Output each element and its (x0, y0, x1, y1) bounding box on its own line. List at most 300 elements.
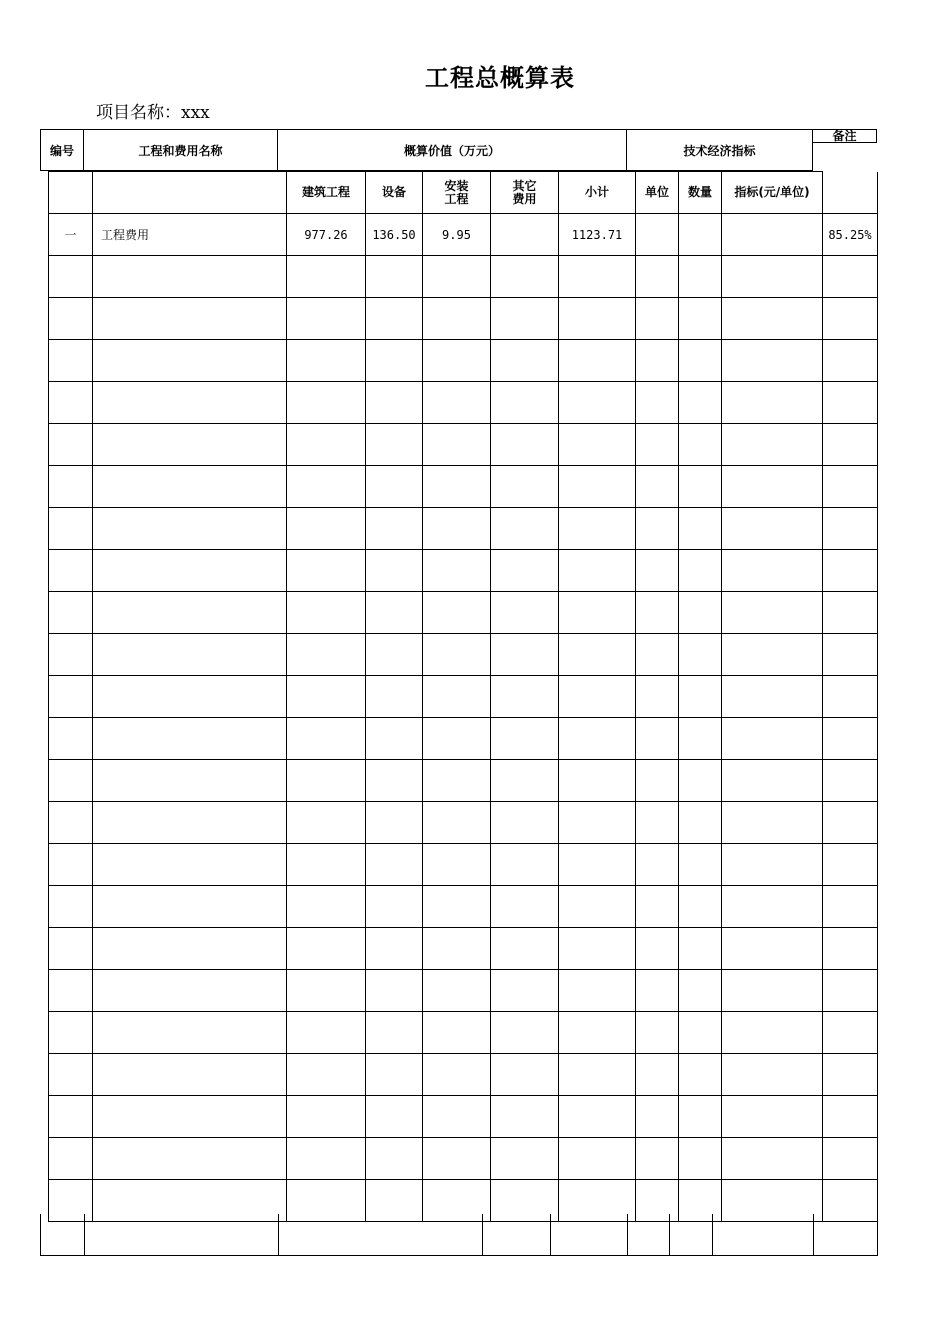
sub-header-blank (93, 172, 287, 214)
empty-cell (491, 340, 559, 382)
empty-cell (722, 424, 823, 466)
empty-cell (93, 382, 287, 424)
empty-cell (722, 1096, 823, 1138)
empty-cell (93, 256, 287, 298)
empty-cell (636, 424, 679, 466)
table-row-empty (49, 928, 878, 970)
empty-cell (49, 1012, 93, 1054)
table-row (49, 214, 878, 256)
header-quantity: 数量 (679, 172, 722, 214)
empty-cell (559, 1054, 636, 1096)
empty-cell (366, 1012, 423, 1054)
empty-cell (491, 886, 559, 928)
empty-cell (679, 1012, 722, 1054)
empty-cell (93, 760, 287, 802)
empty-cell (423, 340, 491, 382)
empty-cell (49, 970, 93, 1012)
empty-cell (679, 508, 722, 550)
empty-cell (636, 340, 679, 382)
empty-cell (93, 886, 287, 928)
table-row-empty (49, 382, 878, 424)
empty-cell (679, 718, 722, 760)
empty-cell (366, 928, 423, 970)
empty-cell (287, 1096, 366, 1138)
empty-cell (491, 1012, 559, 1054)
empty-cell (366, 970, 423, 1012)
empty-cell (823, 844, 878, 886)
table-row-empty (49, 886, 878, 928)
empty-cell (722, 634, 823, 676)
empty-cell (423, 1138, 491, 1180)
empty-cell (722, 382, 823, 424)
empty-cell (287, 1054, 366, 1096)
row-unit (636, 214, 679, 256)
empty-cell (93, 1138, 287, 1180)
header-no: 编号 (40, 129, 84, 171)
empty-cell (559, 1012, 636, 1054)
empty-cell (49, 886, 93, 928)
empty-cell (823, 382, 878, 424)
empty-cell (287, 340, 366, 382)
empty-cell (722, 844, 823, 886)
empty-cell (423, 634, 491, 676)
empty-cell (722, 802, 823, 844)
sub-header-blank (49, 172, 93, 214)
empty-cell (491, 1138, 559, 1180)
empty-cell (823, 508, 878, 550)
empty-cell (49, 508, 93, 550)
empty-cell (559, 844, 636, 886)
empty-cell (423, 802, 491, 844)
empty-cell (722, 550, 823, 592)
empty-cell (823, 886, 878, 928)
row-name: 工程费用 (93, 214, 287, 256)
empty-cell (636, 634, 679, 676)
empty-cell (679, 424, 722, 466)
empty-cell (559, 1138, 636, 1180)
empty-cell (491, 592, 559, 634)
empty-cell (49, 844, 93, 886)
empty-cell (636, 298, 679, 340)
empty-cell (679, 886, 722, 928)
footer-cell (814, 1214, 878, 1256)
empty-cell (823, 1138, 878, 1180)
header-remark: 备注 (812, 129, 877, 143)
header-install (423, 172, 491, 214)
footer-cell (41, 1214, 85, 1256)
empty-cell (287, 718, 366, 760)
empty-cell (559, 382, 636, 424)
empty-cell (366, 1096, 423, 1138)
empty-cell (423, 1012, 491, 1054)
remark-column-top (823, 172, 878, 214)
empty-cell (287, 844, 366, 886)
empty-cell (636, 466, 679, 508)
empty-cell (366, 634, 423, 676)
empty-cell (823, 1054, 878, 1096)
empty-cell (366, 256, 423, 298)
empty-cell (287, 760, 366, 802)
empty-cell (423, 382, 491, 424)
empty-cell (559, 676, 636, 718)
empty-cell (287, 508, 366, 550)
table-row-empty (49, 424, 878, 466)
empty-cell (823, 760, 878, 802)
empty-cell (287, 550, 366, 592)
empty-cell (49, 382, 93, 424)
empty-cell (287, 970, 366, 1012)
empty-cell (366, 1138, 423, 1180)
row-quantity (679, 214, 722, 256)
empty-cell (423, 256, 491, 298)
empty-cell (636, 508, 679, 550)
empty-cell (559, 1096, 636, 1138)
table-row-empty (49, 1138, 878, 1180)
empty-cell (823, 676, 878, 718)
row-no: 一 (49, 214, 93, 256)
empty-cell (93, 1096, 287, 1138)
table-row-empty (49, 466, 878, 508)
empty-cell (366, 298, 423, 340)
empty-cell (366, 802, 423, 844)
footer-cell (85, 1214, 279, 1256)
empty-cell (636, 970, 679, 1012)
table-row-empty (49, 1096, 878, 1138)
empty-cell (559, 424, 636, 466)
row-equipment: 136.50 (366, 214, 423, 256)
empty-cell (636, 844, 679, 886)
empty-cell (491, 298, 559, 340)
empty-cell (679, 928, 722, 970)
empty-cell (679, 340, 722, 382)
empty-cell (49, 298, 93, 340)
empty-cell (491, 718, 559, 760)
row-construction: 977.26 (287, 214, 366, 256)
empty-cell (366, 424, 423, 466)
empty-cell (423, 1054, 491, 1096)
empty-cell (423, 466, 491, 508)
empty-cell (366, 886, 423, 928)
table-row-empty (49, 676, 878, 718)
empty-cell (559, 970, 636, 1012)
empty-cell (722, 760, 823, 802)
empty-cell (559, 256, 636, 298)
header-unit: 单位 (636, 172, 679, 214)
table-row-empty (49, 592, 878, 634)
empty-cell (636, 928, 679, 970)
empty-cell (559, 886, 636, 928)
row-other (491, 214, 559, 256)
empty-cell (722, 592, 823, 634)
empty-cell (636, 550, 679, 592)
empty-cell (823, 718, 878, 760)
empty-cell (559, 802, 636, 844)
empty-cell (49, 466, 93, 508)
empty-cell (636, 886, 679, 928)
row-remark: 85.25% (823, 214, 878, 256)
row-index (722, 214, 823, 256)
empty-cell (49, 256, 93, 298)
empty-cell (722, 1054, 823, 1096)
empty-cell (636, 718, 679, 760)
footer-cell (713, 1214, 814, 1256)
empty-cell (823, 550, 878, 592)
empty-cell (93, 928, 287, 970)
header-equipment: 设备 (366, 172, 423, 214)
empty-cell (823, 1096, 878, 1138)
empty-cell (491, 760, 559, 802)
empty-cell (491, 424, 559, 466)
empty-cell (722, 1012, 823, 1054)
empty-cell (423, 760, 491, 802)
empty-cell (423, 424, 491, 466)
empty-cell (366, 676, 423, 718)
header-construction: 建筑工程 (287, 172, 366, 214)
footer-row (41, 1214, 878, 1256)
empty-cell (679, 1054, 722, 1096)
empty-cell (49, 592, 93, 634)
empty-cell (287, 256, 366, 298)
empty-cell (636, 256, 679, 298)
footer-cell (628, 1214, 670, 1256)
empty-cell (287, 424, 366, 466)
empty-cell (287, 298, 366, 340)
empty-cell (287, 886, 366, 928)
empty-cell (366, 592, 423, 634)
empty-cell (423, 592, 491, 634)
empty-cell (559, 718, 636, 760)
empty-cell (722, 718, 823, 760)
footer-cell (483, 1214, 551, 1256)
table-row-empty (49, 802, 878, 844)
empty-cell (823, 592, 878, 634)
empty-cell (423, 298, 491, 340)
empty-cell (287, 466, 366, 508)
empty-cell (559, 508, 636, 550)
empty-cell (491, 256, 559, 298)
empty-cell (491, 970, 559, 1012)
empty-cell (49, 802, 93, 844)
empty-cell (823, 340, 878, 382)
empty-cell (823, 1012, 878, 1054)
empty-cell (679, 466, 722, 508)
empty-cell (49, 718, 93, 760)
table-row-empty (49, 634, 878, 676)
empty-cell (679, 634, 722, 676)
empty-cell (823, 298, 878, 340)
empty-cell (679, 256, 722, 298)
empty-cell (49, 760, 93, 802)
empty-cell (636, 382, 679, 424)
empty-cell (636, 802, 679, 844)
empty-cell (93, 466, 287, 508)
empty-cell (559, 466, 636, 508)
table-row-empty (49, 970, 878, 1012)
empty-cell (93, 424, 287, 466)
header-index: 指标(元/单位) (722, 172, 823, 214)
empty-cell (491, 508, 559, 550)
header-other (491, 172, 559, 214)
empty-cell (366, 718, 423, 760)
empty-cell (366, 508, 423, 550)
empty-cell (366, 340, 423, 382)
empty-cell (366, 844, 423, 886)
empty-cell (287, 802, 366, 844)
empty-cell (722, 508, 823, 550)
footer-row-table (40, 1214, 878, 1256)
table-row-empty (49, 844, 878, 886)
empty-cell (366, 466, 423, 508)
project-name (96, 98, 210, 123)
empty-cell (49, 550, 93, 592)
empty-cell (559, 550, 636, 592)
empty-cell (636, 760, 679, 802)
header-tech-index: 技术经济指标 (626, 129, 813, 171)
empty-cell (636, 1054, 679, 1096)
empty-cell (491, 844, 559, 886)
empty-cell (559, 760, 636, 802)
header-install-line2: 工程 (444, 191, 469, 206)
table-row-empty (49, 1012, 878, 1054)
empty-cell (823, 970, 878, 1012)
empty-cell (679, 1138, 722, 1180)
empty-cell (287, 634, 366, 676)
empty-cell (93, 1012, 287, 1054)
empty-cell (722, 1138, 823, 1180)
empty-cell (49, 424, 93, 466)
header-estimate-value: 概算价值（万元） (277, 129, 627, 171)
project-name-value: xxx (181, 103, 210, 123)
empty-cell (722, 928, 823, 970)
empty-cell (679, 970, 722, 1012)
empty-cell (722, 970, 823, 1012)
empty-cell (93, 970, 287, 1012)
empty-cell (49, 340, 93, 382)
empty-cell (559, 928, 636, 970)
table-row-empty (49, 508, 878, 550)
empty-cell (287, 676, 366, 718)
empty-cell (49, 634, 93, 676)
empty-cell (679, 1096, 722, 1138)
empty-cell (679, 550, 722, 592)
empty-cell (722, 466, 823, 508)
empty-cell (636, 1012, 679, 1054)
empty-cell (93, 676, 287, 718)
empty-cell (423, 718, 491, 760)
empty-cell (559, 592, 636, 634)
empty-cell (49, 928, 93, 970)
empty-cell (636, 676, 679, 718)
empty-cell (491, 550, 559, 592)
table-row-empty (49, 298, 878, 340)
empty-cell (93, 508, 287, 550)
table-row-empty (49, 1054, 878, 1096)
empty-cell (49, 1096, 93, 1138)
empty-cell (636, 592, 679, 634)
empty-cell (93, 298, 287, 340)
empty-cell (823, 802, 878, 844)
empty-cell (423, 970, 491, 1012)
table-row-empty (49, 256, 878, 298)
empty-cell (93, 592, 287, 634)
empty-cell (366, 382, 423, 424)
empty-cell (93, 844, 287, 886)
empty-cell (423, 508, 491, 550)
empty-cell (559, 340, 636, 382)
empty-cell (491, 676, 559, 718)
empty-cell (93, 802, 287, 844)
footer-cell (670, 1214, 713, 1256)
empty-cell (423, 550, 491, 592)
empty-cell (722, 676, 823, 718)
empty-cell (823, 256, 878, 298)
empty-cell (823, 634, 878, 676)
footer-cell (551, 1214, 628, 1256)
empty-cell (823, 466, 878, 508)
empty-cell (491, 1054, 559, 1096)
empty-cell (722, 256, 823, 298)
empty-cell (722, 886, 823, 928)
table-row-empty (49, 340, 878, 382)
empty-cell (636, 1138, 679, 1180)
empty-cell (423, 886, 491, 928)
empty-cell (491, 382, 559, 424)
empty-cell (722, 298, 823, 340)
row-subtotal: 1123.71 (559, 214, 636, 256)
empty-cell (287, 928, 366, 970)
empty-cell (559, 634, 636, 676)
empty-cell (559, 298, 636, 340)
header-subtotal: 小计 (559, 172, 636, 214)
empty-cell (93, 634, 287, 676)
empty-cell (366, 550, 423, 592)
page-title: 工程总概算表 (425, 64, 575, 92)
empty-cell (491, 466, 559, 508)
estimate-table (48, 171, 878, 1222)
empty-cell (49, 1054, 93, 1096)
table-row-empty (49, 718, 878, 760)
empty-rows (49, 256, 878, 1222)
empty-cell (423, 676, 491, 718)
empty-cell (93, 550, 287, 592)
sub-header-row (49, 172, 878, 214)
empty-cell (679, 382, 722, 424)
empty-cell (287, 592, 366, 634)
header-install-line1: 安装 (444, 178, 469, 193)
header-other-line1: 其它 (512, 178, 537, 193)
empty-cell (679, 592, 722, 634)
empty-cell (491, 634, 559, 676)
empty-cell (287, 1012, 366, 1054)
table-row-empty (49, 760, 878, 802)
empty-cell (823, 928, 878, 970)
empty-cell (679, 676, 722, 718)
empty-cell (491, 928, 559, 970)
empty-cell (93, 1054, 287, 1096)
empty-cell (491, 1096, 559, 1138)
row-install: 9.95 (423, 214, 491, 256)
header-name: 工程和费用名称 (83, 129, 278, 171)
empty-cell (93, 718, 287, 760)
empty-cell (366, 760, 423, 802)
empty-cell (679, 298, 722, 340)
table-row-empty (49, 550, 878, 592)
empty-cell (679, 802, 722, 844)
empty-cell (93, 340, 287, 382)
empty-cell (423, 928, 491, 970)
project-name-label: 项目名称： (96, 103, 181, 123)
empty-cell (49, 1138, 93, 1180)
